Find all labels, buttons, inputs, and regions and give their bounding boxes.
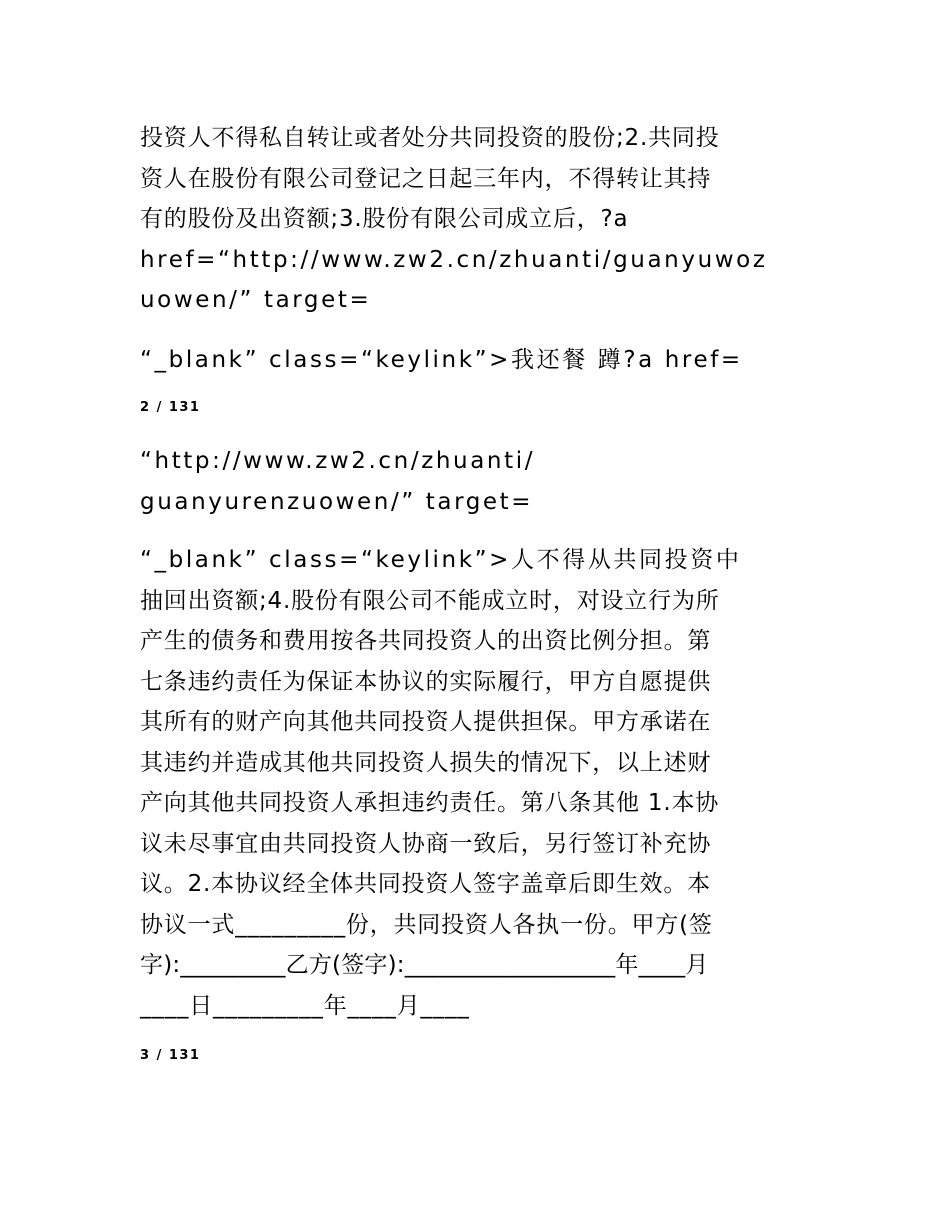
text-line: “http://www.zw2.cn/zhuanti/ (140, 448, 536, 474)
text-line: 投资人不得私自转让或者处分共同投资的股份;2.共同投 (140, 125, 720, 151)
text-line: 协议一式_________份，共同投资人各执一份。甲方(签 (140, 911, 713, 938)
text-line: 其违约并造成其他共同投资人损失的情况下，以上述财 (140, 749, 712, 776)
text-line: 资人在股份有限公司登记之日起三年内，不得转让其持 (140, 165, 712, 192)
page-number: 2 / 131 (140, 400, 201, 415)
page-number: 3 / 131 (140, 1048, 201, 1063)
text-line: uowen/” target= (140, 287, 372, 313)
text-line: 其所有的财产向其他共同投资人提供担保。甲方承诺在 (140, 709, 712, 735)
text-line: “_blank” class=“keylink”>人不得从共同投资中 (140, 547, 742, 573)
text-line: 议未尽事宜由共同投资人协商一致后，另行签订补充协 (140, 830, 712, 857)
text-block-1 (140, 118, 810, 321)
text-line: 产向其他共同投资人承担违约责任。第八条其他 1.本协 (140, 790, 720, 816)
text-line: href=“http://www.zw2.cn/zhuanti/guanyuwoz (140, 246, 768, 273)
text-line: 字):_________乙方(签字):__________________年____月 (140, 952, 709, 978)
text-line: guanyurenzuowen/” target= (140, 488, 534, 515)
text-block-4 (140, 540, 810, 1026)
text-line: “_blank” class=“keylink”>我还餐 蹲?a href= (140, 347, 743, 373)
text-line: 产生的债务和费用按各共同投资人的出资比例分担。第 (140, 628, 712, 654)
text-line: 抽回出资额;4.股份有限公司不能成立时，对设立行为所 (140, 587, 720, 614)
text-line: 七条违约责任为保证本协议的实际履行，甲方自愿提供 (140, 668, 712, 695)
text-line: 议。2.本协议经全体共同投资人签字盖章后即生效。本 (140, 871, 711, 897)
text-line: ____日_________年____月____ (140, 992, 470, 1019)
text-block-2 (140, 340, 810, 381)
text-line: 有的股份及出资额;3.股份有限公司成立后，?a (140, 206, 629, 232)
text-block-3 (140, 441, 810, 522)
